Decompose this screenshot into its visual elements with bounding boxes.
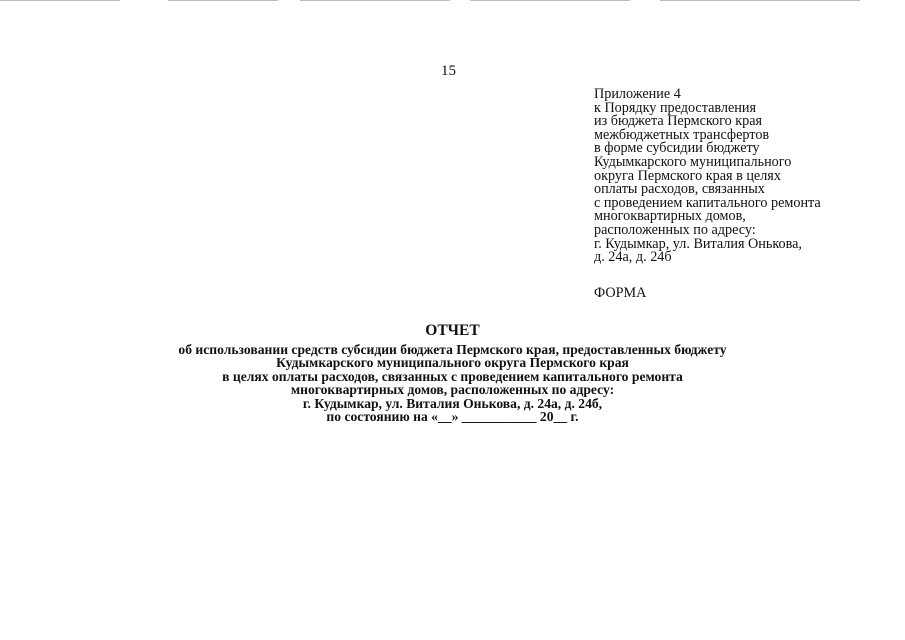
appendix-line: многоквартирных домов, <box>594 208 746 225</box>
appendix-line: расположенных по адресу: <box>594 221 756 238</box>
appendix-line: с проведением капитального ремонта <box>594 194 821 211</box>
appendix-line: д. 24а, д. 24б <box>594 249 672 266</box>
report-subtitle-line: об использовании средств субсидии бюджета Пермского края, предоставленных бюджету <box>178 342 727 357</box>
page-number: 15 <box>441 63 456 79</box>
appendix-line: межбюджетных трансфертов <box>594 126 770 143</box>
report-subtitle-line: многоквартирных домов, расположенных по адресу: <box>290 382 615 398</box>
scan-top-edge <box>0 0 905 2</box>
appendix-line: из бюджета Пермского края <box>594 113 763 130</box>
appendix-line: округа Пермского края в целях <box>594 167 781 184</box>
report-subtitle-line: в целях оплаты расходов, связанных с проведением капитального ремонта <box>222 368 683 384</box>
report-subtitle-line: Кудымкарского муниципального округа Пермского края <box>276 355 629 371</box>
report-subtitle <box>0 343 905 423</box>
report-date-line: по состоянию на «__» ___________ 20__ г. <box>326 409 579 425</box>
appendix-line: к Порядку предоставления <box>594 99 756 116</box>
appendix-line: Кудымкарского муниципального <box>594 153 792 170</box>
report-title: ОТЧЕТ <box>425 322 480 339</box>
form-label: ФОРМА <box>594 285 647 301</box>
appendix-line: г. Кудымкар, ул. Виталия Онькова, <box>594 235 802 252</box>
appendix-line: Приложение 4 <box>594 86 681 102</box>
appendix-block <box>594 88 894 265</box>
appendix-line: оплаты расходов, связанных <box>594 181 765 198</box>
appendix-line: в форме субсидии бюджету <box>594 140 760 157</box>
report-subtitle-line: г. Кудымкар, ул. Виталия Онькова, д. 24а, д. 24б, <box>302 395 603 411</box>
